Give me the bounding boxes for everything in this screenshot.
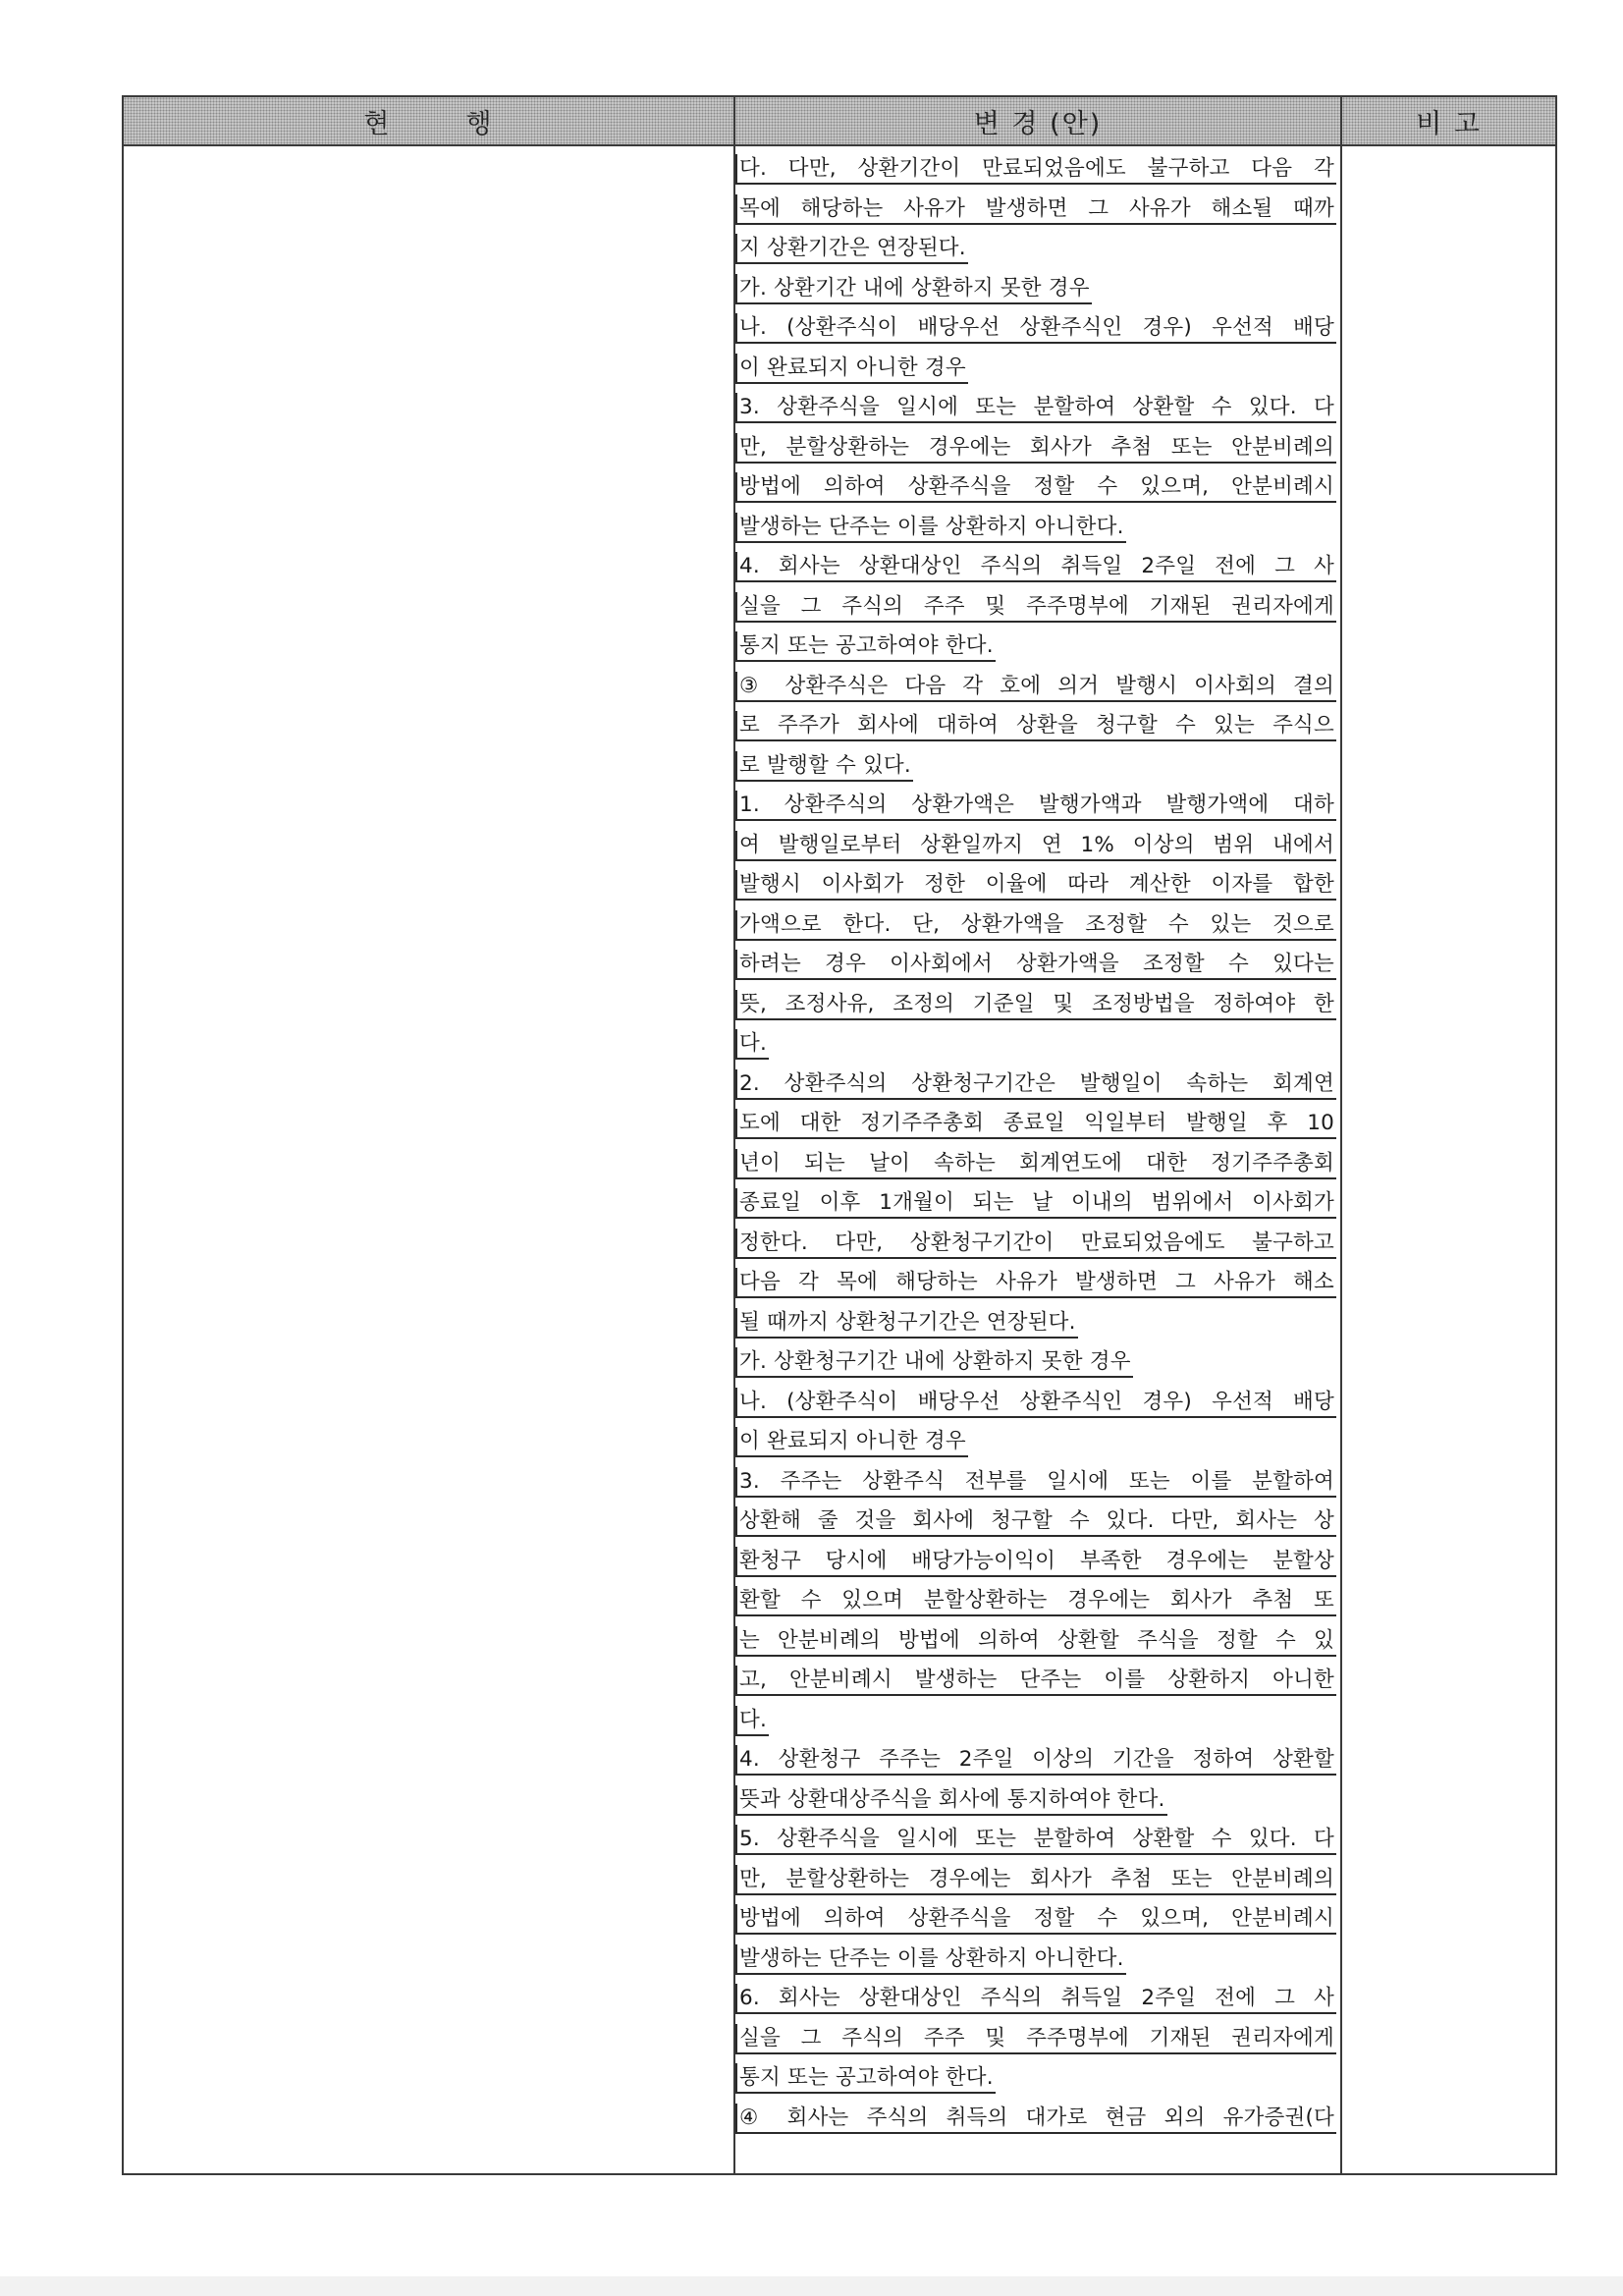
changed-line: [735, 2104, 1336, 2144]
changed-line: [735, 313, 1336, 354]
changed-line: [735, 990, 1336, 1030]
changed-line-text: 종료일 이후 1개월이 되는 날 이내의 범위에서 이사회가: [735, 1188, 1336, 1219]
changed-line: [735, 791, 1336, 831]
changed-line-text: 통지 또는 공고하여야 한다.: [735, 2063, 996, 2094]
changed-line: [735, 1666, 1336, 1706]
header-current-char-1: 현: [363, 108, 392, 139]
changed-line-text: 3. 주주는 상환주식 전부를 일시에 또는 이를 분할하여: [735, 1467, 1336, 1498]
changed-line-text: 년이 되는 날이 속하는 회계연도에 대한 정기주주총회: [735, 1149, 1336, 1179]
changed-line: [735, 552, 1336, 592]
changed-line: [735, 194, 1336, 235]
table-header-row: [123, 96, 1556, 145]
changed-lines: [735, 146, 1336, 2143]
changed-line-text: 가. 상환청구기간 내에 상환하지 못한 경우: [735, 1347, 1133, 1378]
changed-line: [735, 1506, 1336, 1547]
changed-line-text: 발생하는 단주는 이를 상환하지 아니한다.: [735, 1944, 1126, 1975]
changed-line: [735, 354, 1336, 394]
changed-line-text: 상환해 줄 것을 회사에 청구할 수 있다. 다만, 회사는 상: [735, 1506, 1336, 1537]
changed-line-text: 4. 상환청구 주주는 2주일 이상의 기간을 정하여 상환할: [735, 1745, 1336, 1776]
changed-line-text: ③ 상환주식은 다음 각 호에 의거 발행시 이사회의 결의: [735, 672, 1336, 702]
changed-line: [735, 513, 1336, 553]
changed-line: [735, 154, 1336, 194]
changed-line-text: 정한다. 다만, 상환청구기간이 만료되었음에도 불구하고: [735, 1229, 1336, 1259]
changed-line-text: 방법에 의하여 상환주식을 정할 수 있으며, 안분비례시: [735, 472, 1336, 503]
changed-line-text: 도에 대한 정기주주총회 종료일 익일부터 발행일 후 10: [735, 1109, 1336, 1139]
changed-line-text: 하려는 경우 이사회에서 상환가액을 조정할 수 있다는: [735, 950, 1336, 980]
changed-line-text: 목에 해당하는 사유가 발생하면 그 사유가 해소될 때까: [735, 194, 1336, 225]
changed-line-text: 3. 상환주식을 일시에 또는 분할하여 상환할 수 있다. 다: [735, 393, 1336, 423]
changed-line-text: 발생하는 단주는 이를 상환하지 아니한다.: [735, 513, 1126, 543]
changed-line-text: 다.: [735, 1706, 769, 1736]
changed-line: [735, 831, 1336, 871]
changed-line-text: 는 안분비례의 방법에 의하여 상환할 주식을 정할 수 있: [735, 1626, 1336, 1657]
changed-line: [735, 1865, 1336, 1905]
header-current: [123, 96, 734, 145]
changed-line-text: 통지 또는 공고하여야 한다.: [735, 631, 996, 662]
header-note-label: 비 고: [1416, 108, 1482, 139]
changed-line-text: 만, 분할상환하는 경우에는 회사가 추첨 또는 안분비례의: [735, 1865, 1336, 1895]
changed-line-text: 뜻, 조정사유, 조정의 기준일 및 조정방법을 정하여야 한: [735, 990, 1336, 1020]
changed-line-text: 다. 다만, 상환기간이 만료되었음에도 불구하고 다음 각: [735, 154, 1336, 185]
changed-line: [735, 1745, 1336, 1785]
changed-line: [735, 2063, 1336, 2104]
changed-line-text: 환청구 당시에 배당가능이익이 부족한 경우에는 분할상: [735, 1547, 1336, 1577]
header-changed-label: 변 경 (안): [973, 108, 1103, 139]
changed-line: [735, 2024, 1336, 2064]
header-changed: [734, 96, 1341, 145]
changed-line-text: 5. 상환주식을 일시에 또는 분할하여 상환할 수 있다. 다: [735, 1825, 1336, 1855]
changed-line-text: ④ 회사는 주식의 취득의 대가로 현금 외의 유가증권(다: [735, 2104, 1336, 2134]
changed-line-text: 6. 회사는 상환대상인 주식의 취득일 2주일 전에 그 사: [735, 1984, 1336, 2014]
changed-line-text: 될 때까지 상환청구기간은 연장된다.: [735, 1308, 1078, 1339]
changed-line: [735, 1785, 1336, 1826]
changed-line: [735, 1109, 1336, 1149]
changed-line: [735, 1467, 1336, 1507]
changed-line: [735, 1944, 1336, 1985]
changed-line-text: 실을 그 주식의 주주 및 주주명부에 기재된 권리자에게: [735, 592, 1336, 623]
changed-line: [735, 950, 1336, 990]
changed-line-text: 뜻과 상환대상주식을 회사에 통지하여야 한다.: [735, 1785, 1167, 1816]
changed-line: [735, 1188, 1336, 1229]
changed-line-text: 다.: [735, 1029, 769, 1060]
changed-text-cell: [734, 145, 1341, 2174]
changed-line: [735, 1149, 1336, 1189]
changed-line: [735, 1229, 1336, 1269]
changed-line: [735, 1547, 1336, 1587]
changed-line: [735, 751, 1336, 792]
changed-line: [735, 711, 1336, 751]
changed-line-text: 다음 각 목에 해당하는 사유가 발생하면 그 사유가 해소: [735, 1268, 1336, 1298]
changed-line: [735, 1029, 1336, 1069]
changed-line: [735, 433, 1336, 473]
changed-line: [735, 1626, 1336, 1667]
changed-line-text: 1. 상환주식의 상환가액은 발행가액과 발행가액에 대하: [735, 791, 1336, 821]
note-cell: [1341, 145, 1556, 2174]
changed-line-text: 환할 수 있으며 분할상환하는 경우에는 회사가 추첨 또: [735, 1586, 1336, 1616]
changed-line: [735, 910, 1336, 951]
changed-line: [735, 1268, 1336, 1308]
changed-line: [735, 1586, 1336, 1626]
changed-line-text: 로 발행할 수 있다.: [735, 751, 913, 782]
changed-line: [735, 631, 1336, 672]
changed-line-text: 실을 그 주식의 주주 및 주주명부에 기재된 권리자에게: [735, 2024, 1336, 2054]
changed-line: [735, 870, 1336, 910]
page-bottom-strip: [0, 2276, 1623, 2296]
changed-line-text: 나. (상환주식이 배당우선 상환주식인 경우) 우선적 배당: [735, 313, 1336, 344]
header-note: [1341, 96, 1556, 145]
changed-line: [735, 1069, 1336, 1110]
changed-line: [735, 1825, 1336, 1865]
changed-line: [735, 234, 1336, 274]
changed-line: [735, 393, 1336, 433]
changed-line-text: 만, 분할상환하는 경우에는 회사가 추첨 또는 안분비례의: [735, 433, 1336, 464]
changed-line-text: 4. 회사는 상환대상인 주식의 취득일 2주일 전에 그 사: [735, 552, 1336, 582]
changed-line-text: 가액으로 한다. 단, 상환가액을 조정할 수 있는 것으로: [735, 910, 1336, 941]
changed-line: [735, 1308, 1336, 1348]
changed-line: [735, 274, 1336, 314]
changed-line-text: 이 완료되지 아니한 경우: [735, 1427, 968, 1457]
changed-line: [735, 1427, 1336, 1467]
changed-line: [735, 1706, 1336, 1746]
changed-line-text: 2. 상환주식의 상환청구기간은 발행일이 속하는 회계연: [735, 1069, 1336, 1100]
changed-line-text: 고, 안분비례시 발생하는 단주는 이를 상환하지 아니한: [735, 1666, 1336, 1696]
table-body-row: [123, 145, 1556, 2174]
header-current-char-2: 행: [465, 108, 494, 139]
changed-line-text: 여 발행일로부터 상환일까지 연 1% 이상의 범위 내에서: [735, 831, 1336, 861]
changed-line: [735, 1347, 1336, 1388]
changed-line: [735, 1904, 1336, 1944]
changed-line: [735, 472, 1336, 513]
changed-line: [735, 672, 1336, 712]
changed-line: [735, 1984, 1336, 2024]
changed-line-text: 가. 상환기간 내에 상환하지 못한 경우: [735, 274, 1092, 304]
changed-line-text: 발행시 이사회가 정한 이율에 따라 계산한 이자를 합한: [735, 870, 1336, 901]
changed-line-text: 로 주주가 회사에 대하여 상환을 청구할 수 있는 주식으: [735, 711, 1336, 741]
changed-line-text: 지 상환기간은 연장된다.: [735, 234, 968, 264]
comparison-table: [122, 95, 1557, 2175]
current-text-cell: [123, 145, 734, 2174]
changed-line-text: 방법에 의하여 상환주식을 정할 수 있으며, 안분비례시: [735, 1904, 1336, 1935]
changed-line: [735, 1388, 1336, 1428]
changed-line: [735, 592, 1336, 632]
changed-line-text: 이 완료되지 아니한 경우: [735, 354, 968, 384]
changed-line-text: 나. (상환주식이 배당우선 상환주식인 경우) 우선적 배당: [735, 1388, 1336, 1418]
